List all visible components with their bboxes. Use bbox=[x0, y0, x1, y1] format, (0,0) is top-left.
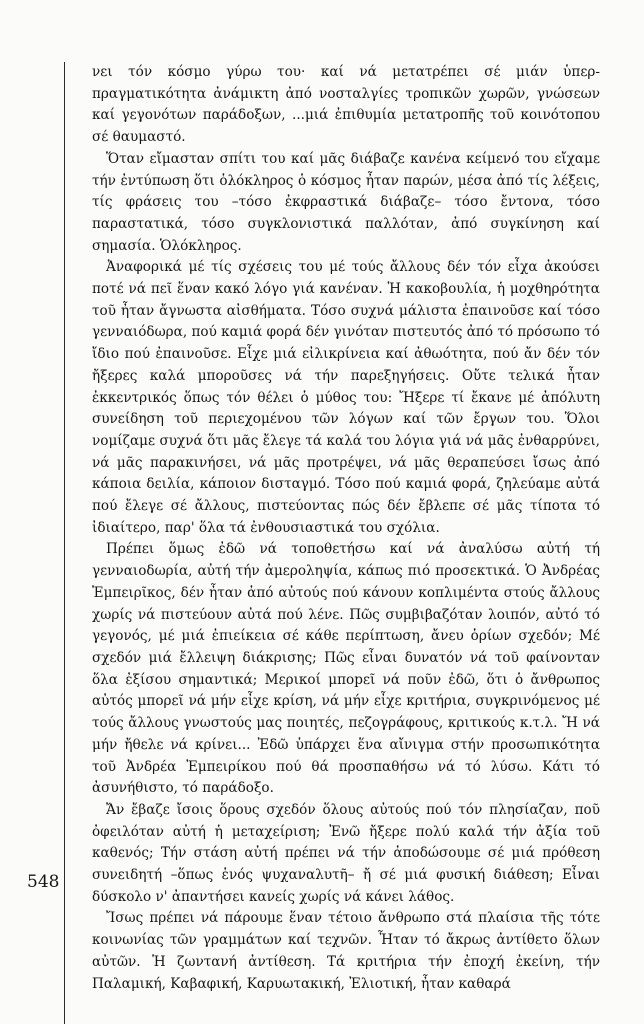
page-number: 548 bbox=[27, 872, 60, 892]
paragraph: Ἄν ἔβαζε ἴσοις ὅρους σχεδόν ὅλους αὐτούς πού τόν πλησίαζαν, ποῦ ὀφειλόταν αὐτή ἡ μεταχείριση; Ἐνῶ ἤξερε πολύ καλά τήν ἀξία τοῦ καθενός; Τήν στάση αὐτή πρέπει νά τήν ἀποδώσουμε σέ μιά πρόθεση συνειδητή –ὅπως ἑνός ψυχαναλυτῆ– ἤ σέ μιά φυσική διάθεση; Εἶναι δύσκολο ν' ἀπαντήσει κανείς χωρίς νά κάνει λάθος. bbox=[92, 801, 600, 905]
paragraph: Ἴσως πρέπει νά πάρουμε ἕναν τέτοιο ἄνθρωπο στά πλαίσια τῆς τότε κοινωνίας τῶν γραμμάτων καί τεχνῶν. Ἦταν τό ἄκρως ἀντίθετο ὅλων αὐτῶν. Ἡ ζωντανή ἀντίθεση. Τά κριτήρια τήν ἐποχή ἐκείνη, τήν Παλαμική, Καβαφική, Καρυωτακική, Ἐλιοτική, ἦταν καθαρά bbox=[92, 910, 600, 992]
margin-rule bbox=[64, 62, 65, 1024]
paragraph: Ὅταν εἴμασταν σπίτι του καί μᾶς διάβαζε κανένα κείμενό του εἴχαμε τήν ἐντύπωση ὅτι ὁλόκληρος ὁ κόσμος ἦταν παρών, μέσα ἀπό τίς λέξεις, τίς φράσεις του –τόσο ἐκφραστικά διάβαζε– τόσο ἔντονα, τόσο παραστατικά, τόσο συγκλονιστικά παλλόταν, ἀπό συγκίνηση καί σημασία. Ὁλόκληρος. bbox=[92, 150, 600, 254]
body-text bbox=[92, 62, 600, 995]
paragraph: νει τόν κόσμο γύρω του· καί νά μετατρέπει σέ μιάν ὑπερ-πραγματικότητα ἀνάμικτη ἀπό νοσταλγίες τροπικῶν χωρῶν, γνώσεων καί γεγονότων παράδοξων, ...μιά ἐπιθυμία μετατροπῆς τοῦ κοινότοπου σέ θαυμαστό. bbox=[92, 64, 600, 146]
paragraph: Ἀναφορικά μέ τίς σχέσεις του μέ τούς ἄλλους δέν τόν εἶχα ἀκούσει ποτέ νά πεῖ ἕναν κακό λόγο γιά κανέναν. Ἡ κακοβουλία, ἡ μοχθηρότητα τοῦ ἦταν ἄγνωστα αἰσθήματα. Τόσο συχνά μάλιστα ἐπαινοῦσε καί τόσο γενναιόδωρα, πού καμιά φορά δέν γινόταν πιστευτός ἀπό τό πρόσωπο τό ἴδιο πού ἐπαινοῦσε. Εἶχε μιά εἰλικρίνεια καί ἀθωότητα, πού ἄν δέν τόν ἤξερες καλά μποροῦσες νά τήν παρεξηγήσεις. Οὔτε τελικά ἦταν ἐκκεντρικός ὅπως τόν θέλει ὁ μύθος του: Ἤξερε τί ἔκανε μέ ἀπόλυτη συνείδηση τοῦ περιεχομένου τῶν λόγων καί τῶν ἔργων του. Ὅλοι νομίζαμε συχνά ὅτι μᾶς ἔλεγε τά καλά του λόγια γιά νά μᾶς ἐνθαρρύνει, νά μᾶς παρακινήσει, νά μᾶς προτρέψει, νά μᾶς θεραπεύσει ἴσως ἀπό κάποια δειλία, κάποιον δισταγμό. Τόσο πού καμιά φορά, ζηλεύαμε αὐτά πού ἔλεγε σέ ἄλλους, πιστεύοντας πώς δέν ἔβλεπε σέ μᾶς τίποτα τό ἰδιαίτερο, παρ' ὅλα τά ἐνθουσιαστικά του σχόλια. bbox=[92, 259, 600, 536]
paragraph: Πρέπει ὅμως ἐδῶ νά τοποθετήσω καί νά ἀναλύσω αὐτή τή γενναιοδωρία, αὐτή τήν ἀμεροληψία, κάπως πιό προσεκτικά. Ὁ Ἀνδρέας Ἐμπειρῖκος, δέν ἦταν ἀπό αὐτούς πού κάνουν κοπλιμέντα στούς ἄλλους χωρίς νά πιστεύουν αὐτά πού λένε. Πῶς συμβιβαζόταν λοιπόν, αὐτό τό γεγονός, μέ μιά ἐπιείκεια σέ κάθε περίπτωση, ἄνευ ὁρίων σχεδόν; Μέ σχεδόν μιά ἔλλειψη διάκρισης; Πῶς εἶναι δυνατόν νά τοῦ φαίνονταν ὅλα ἐξίσου σημαντικά; Μερικοί μποpεῖ νά ποῦν ἐδῶ, ὅτι ὁ ἄνθρωπος αὐτός μπορεῖ νά μήν εἶχε κρίση, νά μήν εἶχε κριτήρια, συγκρινόμενος μέ τούς ἄλλους γνωστούς μας ποιητές, πεζογράφους, κριτικούς κ.τ.λ. Ἤ νά μήν ἤθελε νά κρίνει... Ἐδῶ ὑπάρχει ἕνα αἴνιγμα στήν προσωπικότητα τοῦ Ἀνδρέα Ἐμπειρίκου πού θά προσπαθήσω νά τό λύσω. Κάτι τό ἀσυνήθιστο, τό παράδοξο. bbox=[92, 541, 600, 797]
